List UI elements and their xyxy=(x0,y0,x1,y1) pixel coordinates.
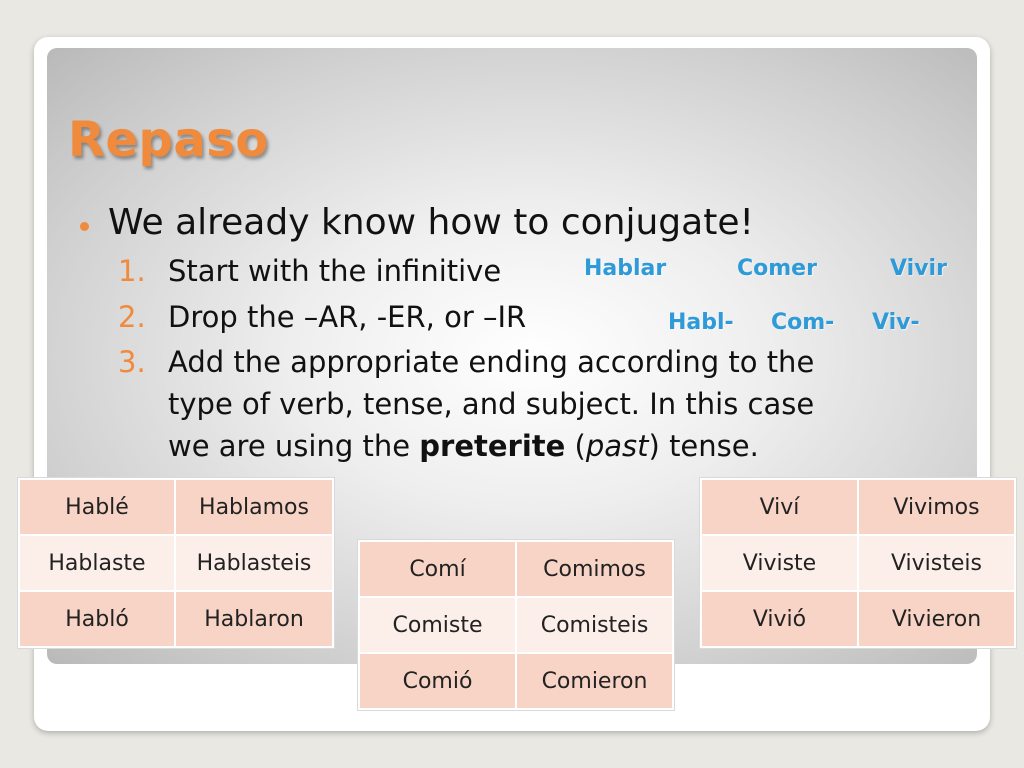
infinitive-vivir: Vivir xyxy=(890,256,947,281)
table-cell: Comió xyxy=(359,653,516,709)
table-cell: Hablaron xyxy=(175,591,333,647)
table-cell: Comiste xyxy=(359,597,516,653)
step-3-line-1: Add the appropriate ending according to the xyxy=(168,345,815,379)
past-italic: past xyxy=(585,429,649,463)
table-cell: Habló xyxy=(19,591,175,647)
vivir-table xyxy=(700,478,1016,648)
comer-table xyxy=(358,540,674,710)
infinitive-hablar: Hablar xyxy=(584,256,667,281)
table-cell: Viví xyxy=(701,479,858,535)
preterite-bold: preterite xyxy=(419,429,566,463)
step-2-number: 2. xyxy=(118,300,146,334)
table-cell: Hablasteis xyxy=(175,535,333,591)
table-cell: Comisteis xyxy=(516,597,673,653)
main-bullet: We already know how to conjugate! xyxy=(108,202,754,243)
table-cell: Hablamos xyxy=(175,479,333,535)
table-cell: Vivisteis xyxy=(858,535,1015,591)
step-1-number: 1. xyxy=(118,254,146,288)
table-cell: Viviste xyxy=(701,535,858,591)
table-cell: Comimos xyxy=(516,541,673,597)
step-3-line-2: type of verb, tense, and subject. In this case xyxy=(168,387,815,421)
step-3-number: 3. xyxy=(118,345,146,379)
table-cell: Hablaste xyxy=(19,535,175,591)
slide-title: Repaso xyxy=(68,112,269,168)
stem-com: Com- xyxy=(771,310,835,335)
hablar-table xyxy=(18,478,334,648)
table-cell: Comí xyxy=(359,541,516,597)
step-3-line-3 xyxy=(168,425,759,467)
step-2-text: Drop the –AR, -ER, or –IR xyxy=(168,300,527,334)
step-1-text: Start with the infinitive xyxy=(168,254,502,288)
stem-habl: Habl- xyxy=(668,310,734,335)
table-cell: Comieron xyxy=(516,653,673,709)
stem-viv: Viv- xyxy=(872,310,920,335)
table-cell: Vivimos xyxy=(858,479,1015,535)
infinitive-comer: Comer xyxy=(737,256,817,281)
step-3-line-3-b: ( xyxy=(565,429,586,463)
table-cell: Vivieron xyxy=(858,591,1015,647)
table-cell: Hablé xyxy=(19,479,175,535)
step-3-line-3-c: ) tense. xyxy=(648,429,759,463)
bullet-dot-icon xyxy=(80,222,89,231)
table-cell: Vivió xyxy=(701,591,858,647)
step-3-line-3-a: we are using the xyxy=(168,429,420,463)
